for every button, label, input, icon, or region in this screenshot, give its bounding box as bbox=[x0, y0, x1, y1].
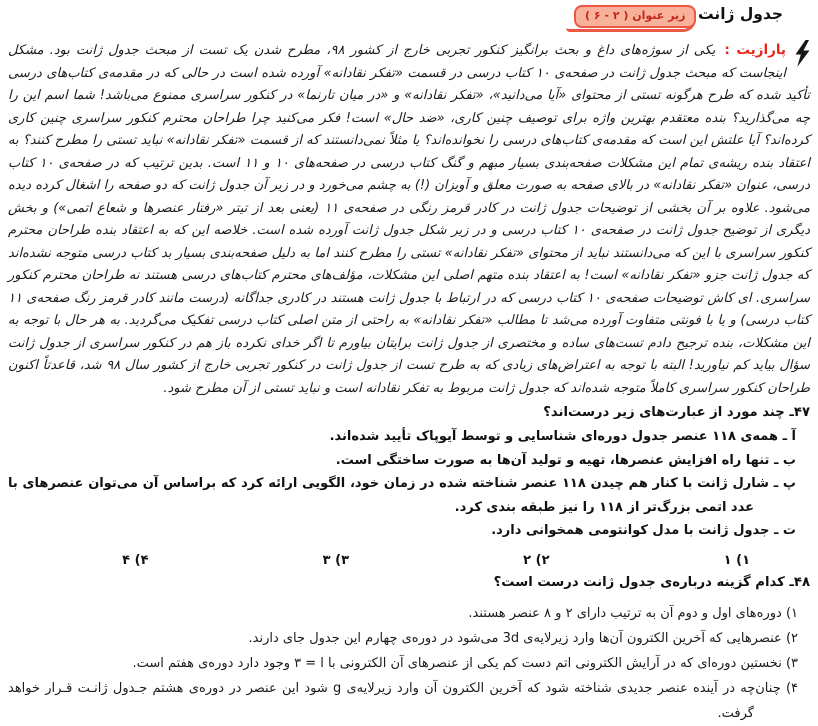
section-title: جدول ژانت bbox=[698, 5, 784, 23]
question-47-answer-row bbox=[8, 550, 810, 572]
lightning-icon bbox=[793, 40, 810, 67]
question-47 bbox=[8, 401, 810, 572]
question-47-stem bbox=[8, 401, 810, 425]
statement-p: پ ـ شارل ژانت با کنار هم چیدن ۱۱۸ عنصر شناخته شده در زمان خود، الگویی ارائه کرد که براساس آن می‌توان عنصرهای با عدد اتمی بزرگ‌تر از ۱۱۸ را نیز طبقه بندی کرد. bbox=[8, 476, 796, 515]
answer-option-1: ۱) ۱ bbox=[723, 552, 750, 568]
choice-2: ۲) عنصرهایی که آخرین الکترون آن‌ها وارد زیرلایه‌ی 3d می‌شود در دوره‌ی چهارم این جدول جای دارند. bbox=[248, 631, 798, 646]
answer-option-3: ۳) ۳ bbox=[322, 552, 349, 568]
statement-t: ت ـ جدول ژانت با مدل کوانتومی همخوانی دارد. bbox=[491, 523, 796, 538]
choice-3: ۳) نخستین دوره‌ای که در آرایش الکترونی اتم دست کم یکی از عنصرهای آن الکترونی با ‪۳ = l‬ وجود دارد دوره‌ی هفتم است. bbox=[132, 656, 798, 671]
question-48-number: ۴۸ـ bbox=[789, 575, 810, 590]
answer-option-2: ۲) ۲ bbox=[523, 552, 550, 568]
question-47-number: ۴۷ـ bbox=[789, 405, 810, 420]
question-47-text: چند مورد از عبارت‌های زیر درست‌اند؟ bbox=[543, 405, 785, 420]
answer-option-4: ۴) ۴ bbox=[122, 552, 149, 568]
choice-1: ۱) دوره‌های اول و دوم آن به ترتیب دارای ۲ و ۸ عنصر هستند. bbox=[468, 606, 798, 621]
section-header bbox=[0, 0, 818, 38]
parazit-label: پارازیت : bbox=[724, 42, 786, 58]
parazit-body-text: یکی از سوژه‌های داغ و بحث برانگیز کنکور تجربی خارج از کشور ۹۸، مطرح شدن یک تست از مبحث جدول ژانت بود. مشکل اینجاست که مبحث جدول ژانت در صفحه‌ی ۱۰ کتاب درسی در قسمت «تفکر نقادانه» آورده شده است در حالی که در مقدمه‌ی کتاب‌های درسی تأکید شده که طرح هرگونه تستی از محتوای «آیا می‌دانید»، «تفکر نقادانه» و «در میان تارنما» در کنکور سراسری ممنوع می‌باشد! شما اسم این را چه می‌گذارید؟ بنده معتقدم بهترین واژه برای توصیف چنین کاری، «ضد حال» است! فکر می‌کنید چرا طراحان محترم کنکور سراسری چنین کاری کرده‌اند؟ آیا علتش این است که مقدمه‌ی کتاب‌های درسی را نخوانده‌اند؟ یا مثلاً نمی‌دانستند که از قسمت «تفکر نقادانه» نباید تستی را مطرح کنند؟ به اعتقاد بنده ریشه‌ی تمام این مشکلات صفحه‌بندی بسیار مبهم و گنگ کتاب درسی در صفحه‌های ۱۰ و ۱۱ است. بدین ترتیب که در صفحه‌ی ۱۰ کتاب درسی، عنوان «تفکر نقادانه» در بالای صفحه به صورت معلق و آویزان (!) به چشم می‌خورد و در زیر آن جدول ژانت که دو صفحه را اشغال کرده دیده می‌شود. علاوه بر آن بخشی از توضیحات جدول ژانت در کادر قرمز رنگی در صفحه‌ی ۱۱ (یعنی بعد از تیتر «رفتار عنصرها و شعاع اتمی») و بخش دیگری از توضیح جدول ژانت در صفحه‌ی ۱۰ کتاب درسی و در زیر شکل جدول ژانت آورده شده است. خلاصه این که به اعتقاد بنده طراحان محترم کنکور سراسری با این که می‌دانستند نباید از محتوای «تفکر نقادانه» تستی را مطرح کنند اما به دلیل صفحه‌بندی بسیار بد کتاب درسی متوجه نشده‌اند که جدول ژانت جزو «تفکر نقادانه» است! به اعتقاد بنده متهم اصلی این مشکلات، مؤلف‌های محترم کتاب‌های درسی هستند نه طراحان محترم کنکور سراسری. ای کاش توضیحات صفحه‌ی ۱۰ کتاب درسی که در ارتباط با جدول ژانت هستند در کادری جداگانه (درست مانند کادر قرمز رنگ صفحه‌ی ۱۱ کتاب درسی) و یا با فونتی متفاوت آورده می‌شد تا مطالب «تفکر نقادانه» به راحتی از متن اصلی کتاب درسی تفکیک می‌گردید. به هر حال با توجه به این مشکلات، بنده ترجیح دادم تست‌های ساده و مختصری از جدول ژانت برایتان بیاورم تا اگر خدای نکرده باز هم در کنکور سراسری از جدول ژانت سؤال بیاید کم نیاورید! البته با توجه به اعتراض‌های زیادی که به طرح تست از جدول ژانت در کنکور تجربی خارج از کشور سال ۹۸ شد، قاعدتاً اکنون طراحان کنکور سراسری کاملاً متوجه شده‌اند که جدول ژانت مربوط به تفکر نقادانه است و نباید تستی از آن مطرح شود. bbox=[8, 43, 811, 396]
statement-b: ب ـ تنها راه افزایش عنصرها، تهیه و تولید آن‌ها به صورت ساختگی است. bbox=[335, 452, 796, 468]
question-48-text: کدام گزینه درباره‌ی جدول ژانت درست است؟ bbox=[493, 575, 785, 590]
question-48-stem bbox=[8, 571, 810, 595]
statement-a: آ ـ همه‌ی ۱۱۸ عنصر جدول دوره‌ای شناسایی و توسط آیوپاک تأیید شده‌اند. bbox=[329, 429, 796, 444]
subsection-badge: زیر عنوان ( ۲ - ۶ ) bbox=[574, 5, 696, 28]
question-48 bbox=[8, 571, 810, 726]
choice-4: ۴) چنان‌چه در آینده عنصر جدیدی شناخته شود که آخرین الکترون آن وارد زیرلایه‌ی g شود این عنصر در دوره‌ی هشتم جـدول ژانـت قـرار خواهد گرفت. bbox=[8, 681, 799, 721]
parazit-paragraph bbox=[8, 39, 810, 400]
